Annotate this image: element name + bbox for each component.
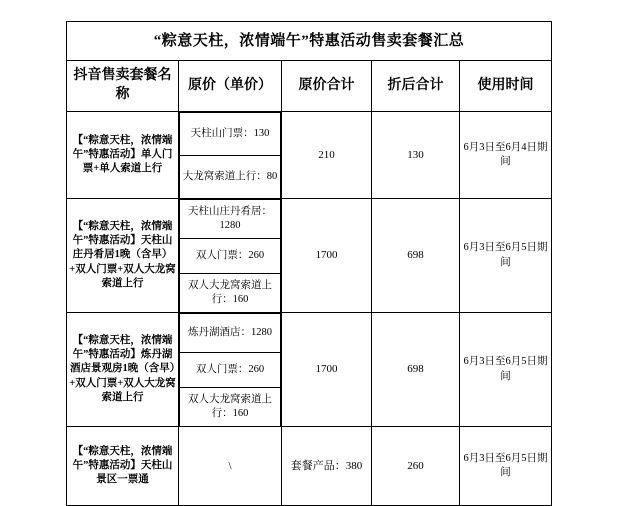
price-item: 天柱山门票：130 — [180, 113, 281, 156]
column-header-package-name: 抖音售卖套餐名称 — [67, 61, 179, 112]
usage-time: 6月3日至6月5日期间 — [460, 199, 552, 313]
original-total: 1700 — [282, 313, 372, 427]
discount-total: 698 — [372, 313, 460, 427]
table-title-row — [67, 22, 552, 61]
document-title: “粽意天柱，浓情端午”特惠活动售卖套餐汇总 — [67, 22, 552, 61]
package-summary-table-wrapper — [66, 21, 551, 506]
price-breakdown-cell — [179, 199, 282, 313]
table-row — [67, 313, 552, 427]
original-total: 1700 — [282, 199, 372, 313]
usage-time: 6月3日至6月5日期间 — [460, 313, 552, 427]
original-total: 套餐产品：380 — [282, 427, 372, 506]
discount-total: 130 — [372, 112, 460, 199]
price-breakdown-cell — [179, 313, 282, 427]
price-item: 双人门票：260 — [180, 353, 281, 388]
price-item: 双人门票：260 — [180, 239, 281, 274]
original-total: 210 — [282, 112, 372, 199]
discount-total: 260 — [372, 427, 460, 506]
price-item: 天柱山庄丹肴居：1280 — [180, 200, 281, 239]
usage-time: 6月3日至6月4日期间 — [460, 112, 552, 199]
package-name: 【“粽意天柱，浓情端午”特惠活动】单人门票+单人索道上行 — [67, 112, 179, 199]
table-row — [67, 112, 552, 199]
column-header-usage-time: 使用时间 — [460, 61, 552, 112]
usage-time: 6月3日至6月5日期间 — [460, 427, 552, 506]
package-summary-table — [66, 21, 552, 506]
package-name: 【“粽意天柱，浓情端午”特惠活动】天柱山庄丹肴居1晚（含早）+双人门票+双人大龙窝索道上行 — [67, 199, 179, 313]
price-item: 大龙窝索道上行：80 — [180, 156, 281, 199]
price-item: 炼丹湖酒店：1280 — [180, 314, 281, 353]
price-breakdown-cell — [179, 112, 282, 199]
price-item: \ — [179, 427, 282, 506]
price-item: 双人大龙窝索道上行：160 — [180, 388, 281, 427]
column-header-discount-total: 折后合计 — [372, 61, 460, 112]
discount-total: 698 — [372, 199, 460, 313]
column-header-original-total: 原价合计 — [282, 61, 372, 112]
column-header-unit-price: 原价（单价） — [179, 61, 282, 112]
price-breakdown-list — [179, 199, 281, 312]
package-name: 【“粽意天柱，浓情端午”特惠活动】天柱山景区一票通 — [67, 427, 179, 506]
price-breakdown-list — [179, 112, 281, 198]
table-row — [67, 427, 552, 506]
table-header-row — [67, 61, 552, 112]
price-item: 双人大龙窝索道上行：160 — [180, 274, 281, 313]
table-row — [67, 199, 552, 313]
price-breakdown-list — [179, 313, 281, 426]
package-name: 【“粽意天柱，浓情端午”特惠活动】炼丹湖酒店景观房1晚（含早）+双人门票+双人大龙窝索道上行 — [67, 313, 179, 427]
